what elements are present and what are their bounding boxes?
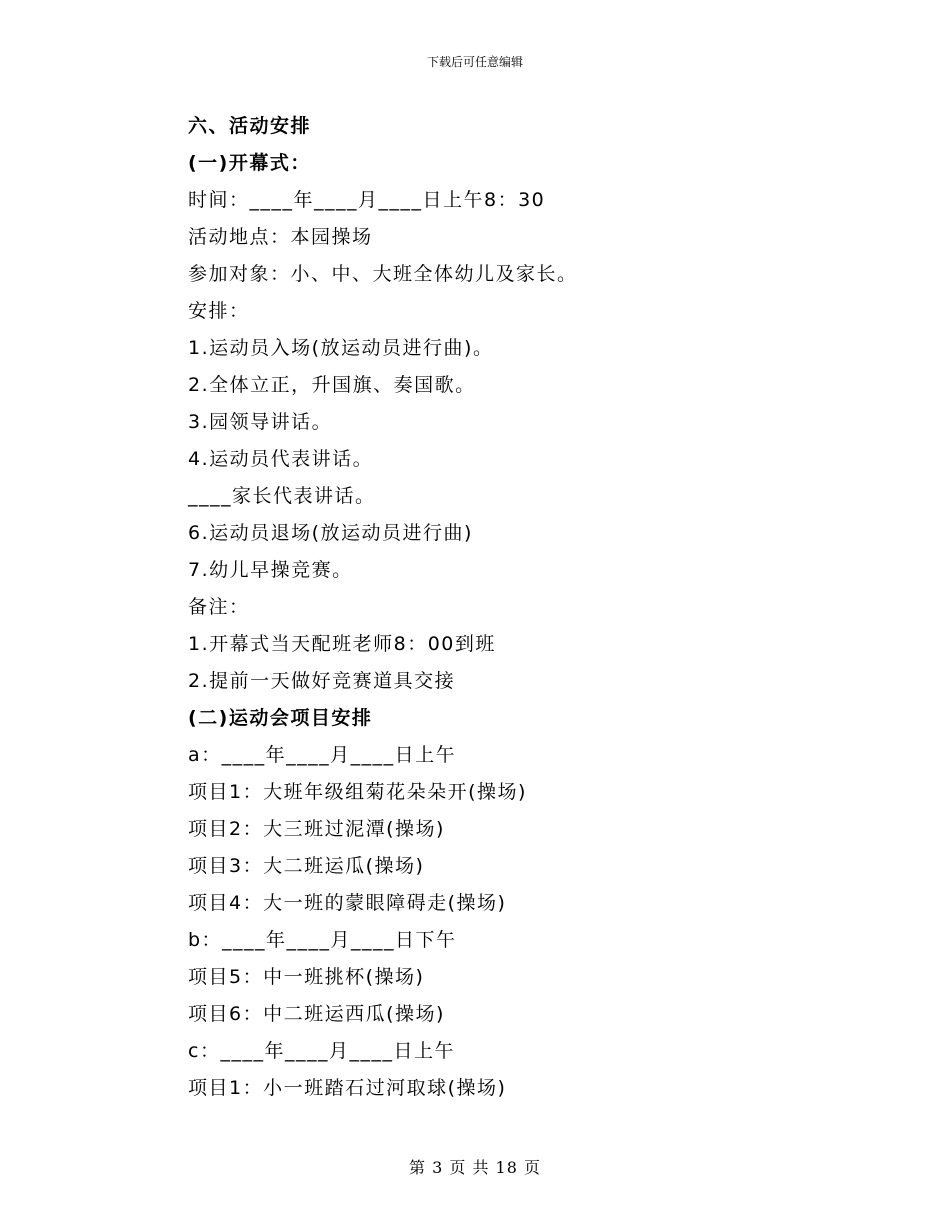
event-item: 项目5：中一班挑杯(操场) [188,966,425,988]
subsection-heading: (二)运动会项目安排 [188,707,373,729]
arrangement-item: 2.全体立正，升国旗、奏国歌。 [188,374,476,396]
note-item: 2.提前一天做好竞赛道具交接 [188,670,456,692]
time-line: 时间：____年____月____日上午8：30 [188,189,546,211]
document-body [188,108,848,1107]
event-item: 项目4：大一班的蒙眼障碍走(操场) [188,892,507,914]
event-item: 项目1：小一班踏石过河取球(操场) [188,1077,507,1099]
location-line: 活动地点：本园操场 [188,226,373,248]
event-item: 项目2：大三班过泥潭(操场) [188,818,445,840]
event-item: 项目6：中二班运西瓜(操场) [188,1003,445,1025]
arrangement-item: 3.园领导讲话。 [188,411,333,433]
page-footer: 第 3 页 共 18 页 [409,1158,541,1177]
arrangement-item: 1.运动员入场(放运动员进行曲)。 [188,337,494,359]
notes-label: 备注： [188,596,250,618]
subsection-heading: (一)开幕式： [188,152,311,174]
event-item: 项目3：大二班运瓜(操场) [188,855,425,877]
arrangement-item: 7.幼儿早操竞赛。 [188,559,353,581]
schedule-date-line: b：____年____月____日下午 [188,929,457,951]
page-header: 下载后可任意编辑 [426,55,523,69]
event-item: 项目1：大班年级组菊花朵朵开(操场) [188,781,527,803]
participants-line: 参加对象：小、中、大班全体幼儿及家长。 [188,263,578,285]
arrangement-item: 6.运动员退场(放运动员进行曲) [188,522,473,544]
schedule-date-line: c：____年____月____日上午 [188,1040,455,1062]
note-item: 1.开幕式当天配班老师8：00到班 [188,633,496,655]
arrangement-item: 4.运动员代表讲话。 [188,448,374,470]
section-heading: 六、活动安排 [188,115,312,137]
schedule-date-line: a：____年____月____日上午 [188,744,457,766]
arrangement-label: 安排： [188,300,250,322]
arrangement-item: ____家长代表讲话。 [188,485,376,507]
